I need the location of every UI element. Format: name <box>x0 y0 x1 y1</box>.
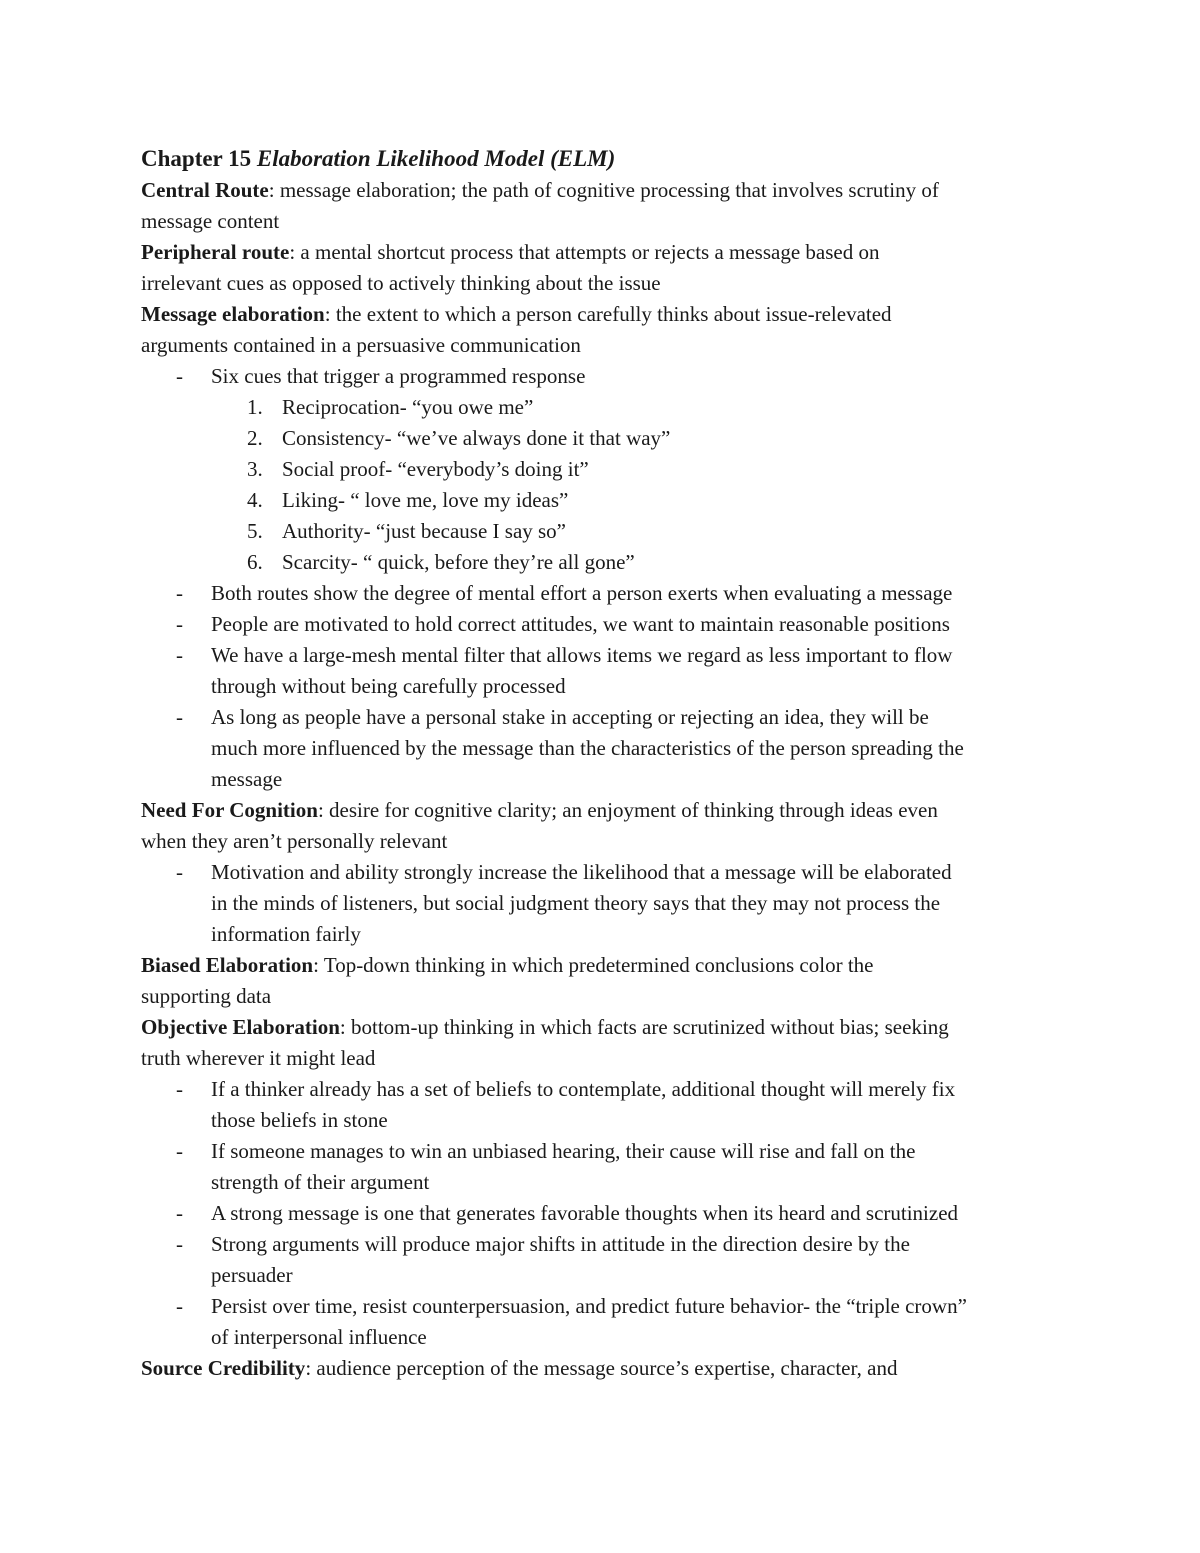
bullet-text: Persist over time, resist counterpersuasion, and predict future behavior- the “triple crown” <box>211 1294 967 1318</box>
bullet-dash: - <box>176 860 183 884</box>
bullet-text: Motivation and ability strongly increase the likelihood that a message will be elaborated <box>211 860 952 884</box>
definition-text: : audience perception of the message source’s expertise, character, and <box>305 1356 898 1380</box>
definition-continuation: when they aren’t personally relevant <box>141 829 448 853</box>
definition-text: : desire for cognitive clarity; an enjoyment of thinking through ideas even <box>317 798 938 822</box>
bullet-continuation: message <box>211 767 283 791</box>
bullet-dash: - <box>176 1232 183 1256</box>
definition-continuation: arguments contained in a persuasive communication <box>141 333 581 357</box>
item-text: Consistency- “we’ve always done it that way” <box>282 426 671 450</box>
document-page <box>141 143 1071 1384</box>
bullet-item <box>141 1291 1071 1322</box>
bullet-continuation: in the minds of listeners, but social judgment theory says that they may not process the <box>211 891 941 915</box>
item-number: 5. <box>247 519 263 543</box>
bullet-dash: - <box>176 612 183 636</box>
item-number: 3. <box>247 457 263 481</box>
item-number: 6. <box>247 550 263 574</box>
item-text: Scarcity- “ quick, before they’re all gone” <box>282 550 635 574</box>
bullet-dash: - <box>176 364 183 388</box>
definition-continuation: truth wherever it might lead <box>141 1046 376 1070</box>
item-number: 1. <box>247 395 263 419</box>
bullet-continuation: much more influenced by the message than the characteristics of the person spreading the <box>211 736 964 760</box>
definition-continuation: irrelevant cues as opposed to actively thinking about the issue <box>141 271 661 295</box>
bullet-continuation: through without being carefully processed <box>211 674 566 698</box>
bullet-text: People are motivated to hold correct attitudes, we want to maintain reasonable positions <box>211 612 950 636</box>
bullet-dash: - <box>176 581 183 605</box>
bullet-text: If someone manages to win an unbiased hearing, their cause will rise and fall on the <box>211 1139 916 1163</box>
numbered-item <box>141 423 1071 454</box>
numbered-item <box>141 547 1071 578</box>
bullet-continuation: strength of their argument <box>211 1170 430 1194</box>
bullet-item <box>141 609 1071 640</box>
chapter-title <box>141 143 1071 175</box>
chapter-name: Elaboration Likelihood Model (ELM) <box>256 146 616 171</box>
bullet-continuation: those beliefs in stone <box>211 1108 388 1132</box>
definition-text: : the extent to which a person carefully thinks about issue-relevated <box>324 302 892 326</box>
bullet-dash: - <box>176 1201 183 1225</box>
item-text: Liking- “ love me, love my ideas” <box>282 488 569 512</box>
bullet-item <box>141 857 1071 888</box>
item-text: Authority- “just because I say so” <box>282 519 567 543</box>
item-number: 2. <box>247 426 263 450</box>
definition-text: : a mental shortcut process that attempts or rejects a message based on <box>289 240 880 264</box>
bullet-text: Strong arguments will produce major shifts in attitude in the direction desire by the <box>211 1232 910 1256</box>
bullet-item <box>141 1074 1071 1105</box>
definition-biased-elaboration <box>141 950 1071 981</box>
definition-central-route <box>141 175 1071 206</box>
bullet-dash: - <box>176 1077 183 1101</box>
definition-objective-elaboration <box>141 1012 1071 1043</box>
bullet-continuation: of interpersonal influence <box>211 1325 427 1349</box>
bullet-text: As long as people have a personal stake in accepting or rejecting an idea, they will be <box>211 705 929 729</box>
term: Central Route <box>141 178 269 202</box>
definition-text: : bottom-up thinking in which facts are scrutinized without bias; seeking <box>339 1015 949 1039</box>
definition-continuation: message content <box>141 209 280 233</box>
bullet-item <box>141 1229 1071 1260</box>
term: Message elaboration <box>141 302 325 326</box>
bullet-text: A strong message is one that generates favorable thoughts when its heard and scrutinized <box>211 1201 959 1225</box>
bullet-continuation: information fairly <box>211 922 361 946</box>
bullet-item <box>141 640 1071 671</box>
definition-source-credibility <box>141 1353 1071 1384</box>
bullet-dash: - <box>176 705 183 729</box>
chapter-number: Chapter 15 <box>141 146 257 171</box>
definition-need-for-cognition <box>141 795 1071 826</box>
term: Objective Elaboration <box>141 1015 340 1039</box>
bullet-text: Both routes show the degree of mental effort a person exerts when evaluating a message <box>211 581 953 605</box>
definition-text: : Top-down thinking in which predetermined conclusions color the <box>313 953 874 977</box>
definition-message-elaboration <box>141 299 1071 330</box>
bullet-dash: - <box>176 1294 183 1318</box>
bullet-dash: - <box>176 1139 183 1163</box>
bullet-item <box>141 361 1071 392</box>
bullet-item <box>141 702 1071 733</box>
numbered-item <box>141 392 1071 423</box>
numbered-item <box>141 485 1071 516</box>
definition-continuation: supporting data <box>141 984 272 1008</box>
numbered-item <box>141 516 1071 547</box>
bullet-text: We have a large-mesh mental filter that allows items we regard as less important to flow <box>211 643 953 667</box>
term: Source Credibility <box>141 1356 306 1380</box>
bullet-item <box>141 1198 1071 1229</box>
definition-text: : message elaboration; the path of cognitive processing that involves scrutiny of <box>268 178 939 202</box>
bullet-dash: - <box>176 643 183 667</box>
bullet-continuation: persuader <box>211 1263 293 1287</box>
item-text: Reciprocation- “you owe me” <box>282 395 534 419</box>
term: Need For Cognition <box>141 798 318 822</box>
term: Biased Elaboration <box>141 953 314 977</box>
bullet-text: If a thinker already has a set of beliefs to contemplate, additional thought will merely fix <box>211 1077 956 1101</box>
item-text: Social proof- “everybody’s doing it” <box>282 457 589 481</box>
bullet-item <box>141 1136 1071 1167</box>
term: Peripheral route <box>141 240 290 264</box>
definition-peripheral-route <box>141 237 1071 268</box>
bullet-text: Six cues that trigger a programmed response <box>211 364 586 388</box>
item-number: 4. <box>247 488 263 512</box>
bullet-item <box>141 578 1071 609</box>
numbered-item <box>141 454 1071 485</box>
